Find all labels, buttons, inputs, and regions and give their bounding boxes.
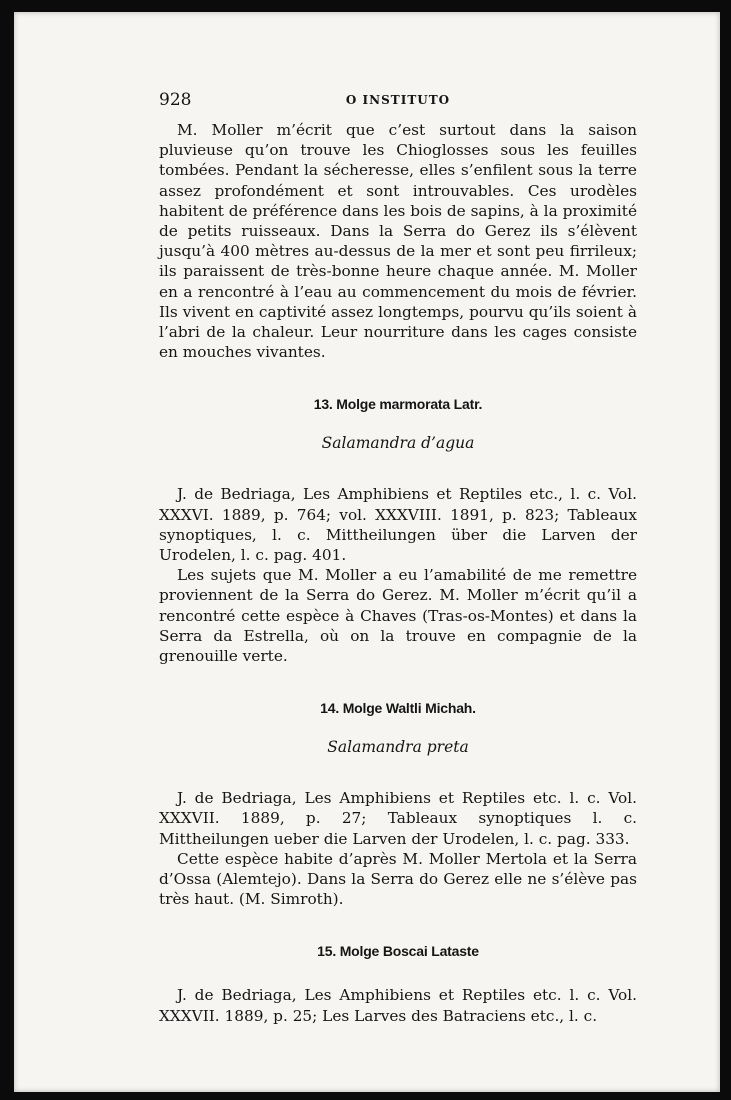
body-paragraph-14: Cette espèce habite d’après M. Moller Mertola et la Serra d’Ossa (Alemtejo). Dans la Serra do Gerez elle ne s’élève pas très haut. (M. Simroth).	[159, 849, 637, 909]
common-name-13: Salamandra d’agua	[321, 434, 475, 453]
scanned-page	[14, 12, 720, 1092]
page-header	[159, 90, 637, 120]
reference-paragraph-14: J. de Bedriaga, Les Amphibiens et Reptiles etc. l. c. Vol. XXXVII. 1889, p. 27; Tableaux synoptiques l. c. Mittheilungen ueber die Larven der Urodelen, l. c. pag. 333.	[159, 789, 637, 848]
page-content	[159, 90, 637, 1026]
section-heading-13: 13. Molge marmorata Latr.	[313, 396, 483, 413]
common-name-14: Salamandra preta	[327, 738, 469, 757]
reference-paragraph-15: J. de Bedriaga, Les Amphibiens et Reptiles etc. l. c. Vol. XXXVII. 1889, p. 25; Les Larves des Batraciens etc., l. c.	[159, 986, 637, 1025]
section-heading-14: 14. Molge Waltli Michah.	[320, 700, 476, 717]
body-paragraph-13: Les sujets que M. Moller a eu l’amabilité de me remettre proviennent de la Serra do Gerez. M. Moller m’écrit qu’il a rencontré cette espèce à Chaves (Tras-os-Montes) et dans la Serra da Estrella, où on la trouve en compagnie de la grenouille verte.	[159, 566, 637, 666]
running-title: O INSTITUTO	[345, 93, 451, 107]
intro-paragraph: M. Moller m’écrit que c’est surtout dans la saison pluvieuse qu’on trouve les Chioglosses sous les feuilles tombées. Pendant la sécheresse, elles s’enfilent sous la terre assez profondément et sont introuvables. Ces urodèles habitent de préférence dans les bois de sapins, à la proximité de petits ruisseaux. Dans la Serra do Gerez ils s’élèvent jusqu’à 400 mètres au-dessus de la mer et sont peu firrileux; ils paraissent de très-bonne heure chaque année. M. Moller en a rencontré à l’eau au commencement du mois de février. Ils vivent en captivité assez longtemps, pourvu qu’ils soient à l’abri de la chaleur. Leur nourriture dans les cages consiste en mouches vivantes.	[159, 121, 637, 362]
page-number: 928	[159, 90, 192, 110]
reference-paragraph-13: J. de Bedriaga, Les Amphibiens et Reptiles etc., l. c. Vol. XXXVI. 1889, p. 764; vol. XXXVIII. 1891, p. 823; Tableaux synoptiques, l. c. Mittheilungen über die Larven der Urodelen, l. c. pag. 401.	[159, 485, 637, 565]
section-heading-15: 15. Molge Boscai Lataste	[317, 943, 479, 960]
